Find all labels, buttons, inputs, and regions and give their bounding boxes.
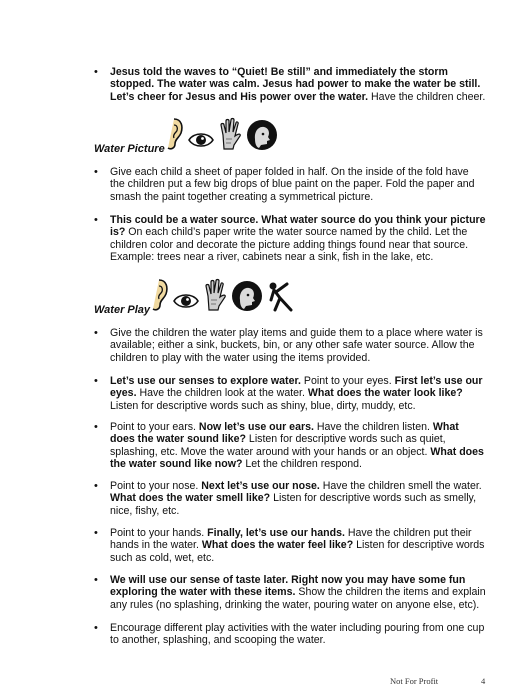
bullet-segment: Let’s use our senses to explore water. — [110, 375, 301, 387]
bullet-paint-picture — [94, 166, 486, 203]
stretching-person-icon — [267, 280, 295, 312]
bullet-segment: Have the children look at the water. — [136, 387, 308, 400]
bullet-segment: Show the children the items and explain any rules (no splashing, drinking the water, pouring water on anyone else, etc). — [110, 586, 486, 611]
bullet-segment: Point to your eyes. — [300, 375, 395, 387]
bullet-segment: Give each child a sheet of paper folded in half. On the inside of the fold have the children put a few big drops of blue paint on the paper. Fold the paper and smash the paint together creating a symmetrical picture. — [110, 166, 475, 203]
section-heading-water-play: Water Play — [94, 304, 151, 316]
bullet-segment: Let the children respond. — [242, 458, 362, 471]
ear-icon — [149, 278, 169, 312]
ear-icon — [164, 117, 184, 151]
bullet-senses-eyes — [94, 375, 486, 412]
bullet-segment: What does the water sound like now? — [110, 445, 484, 471]
bullet-segment: Listen for descriptive words such as quiet, splashing, etc. Move the water around with your hands or an object. — [110, 433, 446, 458]
senses-icons-water-play — [149, 278, 295, 312]
bullet-segment: Encourage different play activities with the water including pouring from one cup to another, splashing, and scooping the water. — [110, 622, 485, 647]
hand-icon — [218, 117, 242, 151]
bullet-segment: Point to your hands. — [110, 527, 208, 539]
eye-icon — [188, 129, 214, 151]
bullet-segment: Have the children listen. — [313, 421, 433, 433]
bullet-segment: What does the water sound like? — [110, 421, 459, 446]
eye-icon — [173, 290, 199, 312]
bullet-segment: Listen for descriptive words such as smelly, nice, fishy, etc. — [110, 492, 477, 517]
bullet-segment: Jesus told the waves to “Quiet! Be still” and immediately the storm stopped. The water was calm. Jesus had power to make the water be still. Let’s cheer for Jesus and His power over the water. — [110, 66, 481, 103]
bullet-calm-water — [94, 66, 486, 103]
bullet-senses-hands — [94, 527, 486, 564]
bullet-segment: What does the water feel like? — [201, 539, 354, 552]
page-number: 4 — [481, 676, 486, 686]
bullet-segment: First let’s use our eyes. — [110, 375, 483, 400]
bullet-taste-later — [94, 574, 486, 611]
bullet-segment: Have the children smell the water. — [319, 480, 482, 492]
bullet-water-play-items — [94, 327, 486, 364]
bullet-segment: Point to your nose. — [110, 480, 202, 492]
bullet-segment: Listen for descriptive words such as shiny, blue, dirty, muddy, etc. — [110, 399, 416, 412]
bullet-segment: Have the children put their hands in the water. — [110, 527, 472, 552]
footer-label: Not For Profit — [390, 676, 439, 686]
hand-icon — [203, 278, 227, 312]
senses-icons-water-picture — [164, 117, 278, 151]
bullet-segment: Give the children the water play items and guide them to a place where water is available; either a sink, buckets, bin, or any other safe water source. Allow the children to play with the water using the items provided. — [110, 327, 483, 364]
bullet-segment: Next let’s use our nose. — [201, 480, 320, 492]
bullet-segment: Point to your ears. — [110, 421, 199, 433]
bullet-water-source — [94, 214, 486, 264]
bullet-segment: We will use our sense of taste later. Right now you may have some fun exploring the water with these items. — [110, 574, 466, 599]
bullet-play-activities — [94, 622, 486, 647]
bullet-segment: What does the water look like? — [307, 387, 463, 400]
bullet-senses-nose — [94, 480, 486, 517]
bullet-senses-ears — [94, 421, 486, 471]
bullet-segment: Finally, let’s use our hands. — [207, 527, 345, 539]
head-icon — [231, 280, 263, 312]
section-heading-water-picture: Water Picture — [94, 143, 165, 155]
bullet-segment: Listen for descriptive words such as cold, wet, etc. — [110, 539, 485, 564]
bullet-segment: Have the children cheer. — [368, 90, 486, 103]
bullet-segment: This could be a water source. What water source do you think your picture is? — [110, 214, 486, 239]
bullet-segment: Now let’s use our ears. — [198, 421, 314, 433]
bullet-segment: What does the water smell like? — [110, 492, 271, 505]
bullet-segment: On each child’s paper write the water source named by the child. Let the children color and decorate the picture adding things found near that source. Example: trees near a river, cabinets near a sink, fish in the lake, etc. — [110, 226, 469, 264]
head-icon — [246, 119, 278, 151]
